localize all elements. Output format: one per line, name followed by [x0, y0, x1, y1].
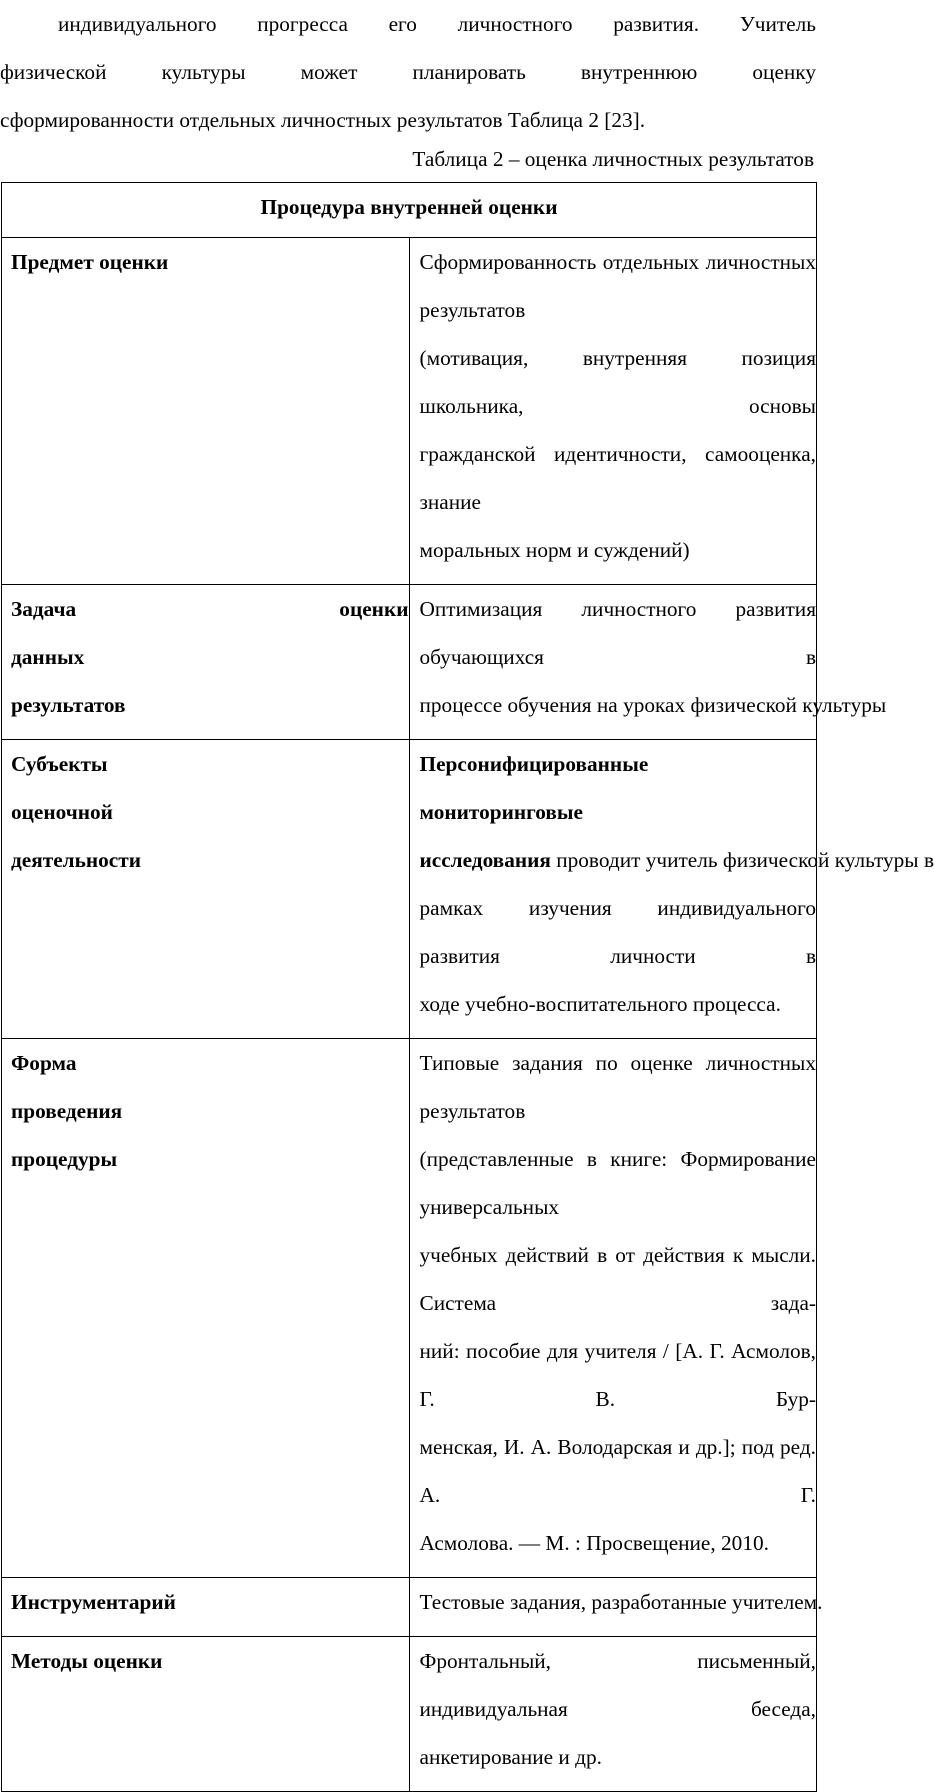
row-label-line: проведения [11, 1099, 123, 1123]
row-value [409, 1039, 817, 1578]
row-value-text: проводит учитель физической культуры в [550, 848, 934, 872]
row-value-line: анкетирование и др. [419, 1745, 602, 1769]
row-value [409, 1578, 823, 1637]
row-label [2, 238, 410, 585]
row-value-line: ний: пособие для учителя / [А. Г. Асмолов, Г. В. Бур- [419, 1339, 816, 1411]
table-row [2, 1039, 817, 1578]
row-label-line: оценочной [11, 800, 113, 824]
table-row [2, 740, 817, 1039]
row-value-line: Асмолова. — М. : Просвещение, 2010. [419, 1531, 769, 1555]
table-row [2, 585, 817, 740]
row-label [2, 740, 410, 1039]
row-label-line: Задача оценки [11, 597, 409, 621]
table-row [2, 1578, 817, 1637]
bold-term: исследования [419, 848, 551, 872]
row-label-line: процедуры [11, 1147, 118, 1171]
row-value-line: Фронтальный, письменный, индивидуальная беседа, [419, 1649, 816, 1721]
row-value-line: рамках изучения индивидуального развития личности в [419, 896, 816, 968]
row-value-line: гражданской идентичности, самооценка, знание [419, 442, 816, 514]
body-paragraph [0, 0, 816, 144]
row-value-line: процессе обучения на уроках физической культуры [419, 693, 887, 717]
table-header-row [2, 183, 817, 238]
row-label-line: Форма [11, 1051, 77, 1075]
row-value-line: ходе учебно-воспитательного процесса. [419, 992, 781, 1016]
row-value-line: моральных норм и суждений) [419, 538, 690, 562]
row-value-line: менская, И. А. Володарская и др.]; под ред. А. Г. [419, 1435, 816, 1507]
row-label-line: деятельности [11, 848, 141, 872]
table-row [2, 238, 817, 585]
paragraph-line: сформированности отдельных личностных результатов Таблица 2 [23]. [0, 108, 646, 132]
row-value-line [419, 836, 934, 884]
row-label-line: Методы оценки [11, 1649, 163, 1673]
row-label-line: Предмет оценки [11, 250, 169, 274]
row-value-line: (представленные в книге: Формирование универсальных [419, 1147, 816, 1219]
row-value [409, 585, 887, 740]
row-label-line: результатов [11, 693, 126, 717]
assessment-table [1, 182, 934, 1792]
row-value-line: Типовые задания по оценке личностных результатов [419, 1051, 816, 1123]
row-value [409, 1637, 817, 1792]
row-label-line: данных [11, 645, 85, 669]
row-label-line: Субъекты [11, 752, 108, 776]
row-label [2, 1578, 410, 1637]
row-value [409, 238, 817, 585]
paragraph-line: физической культуры может планировать внутреннюю оценку [0, 60, 816, 84]
row-value-line: Персонифицированные мониторинговые [419, 752, 649, 824]
table-row [2, 1637, 817, 1792]
table-header: Процедура внутренней оценки [2, 183, 817, 238]
paragraph-line: индивидуального прогресса его личностного развития. Учитель [58, 12, 816, 36]
row-value-line: Оптимизация личностного развития обучающихся в [419, 597, 816, 669]
row-value-line: учебных действий в от действия к мысли. Система зада- [419, 1243, 816, 1315]
row-label [2, 585, 410, 740]
row-label [2, 1039, 410, 1578]
row-label [2, 1637, 410, 1792]
row-value-line: (мотивация, внутренняя позиция школьника, основы [419, 346, 816, 418]
row-label-line: Инструментарий [11, 1590, 176, 1614]
row-value-line: Тестовые задания, разработанные учителем. [419, 1590, 823, 1614]
row-value-line: Сформированность отдельных личностных результатов [419, 250, 816, 322]
table-caption: Таблица 2 – оценка личностных результатов [412, 147, 814, 171]
row-value [409, 740, 934, 1039]
